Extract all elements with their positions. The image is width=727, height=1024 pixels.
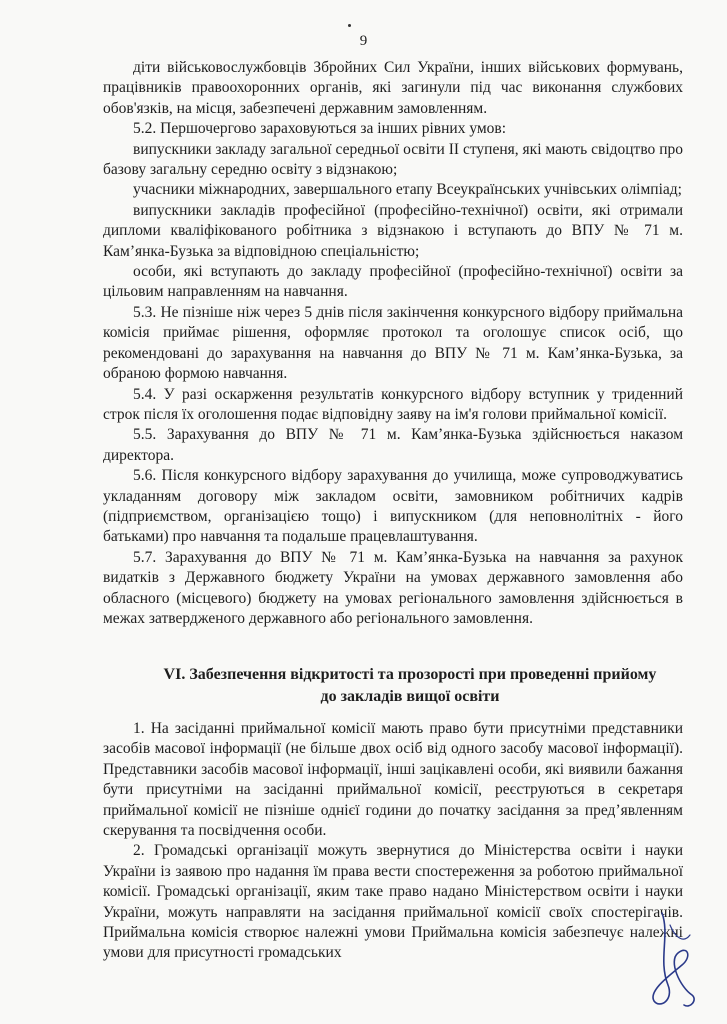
paragraph-5-6: 5.6. Після конкурсного відбору зарахування до училища, може супроводжуватись укладанням договору між закладом освіти, замовником робітничих кадрів (підприємством, організацією тощо) і випускником (для неповнолітніх - його батьками) про навчання та подальше працевлаштування. (103, 467, 683, 546)
paragraph-military-children: діти військовослужбовців Збройних Сил України, інших військових формувань, працівників правоохоронних органів, які загинули під час виконання службових обов'язків, на місця, забезпечені державним замовленням. (103, 59, 683, 117)
paragraph-olympiad-participants: учасники міжнародних, завершального етапу Всеукраїнських учнівських олімпіад; (133, 181, 682, 199)
paragraph-5-3: 5.3. Не пізніше ніж через 5 днів після закінчення конкурсного відбору приймальна комісія приймає рішення, оформляє протокол та оголошує список осіб, що рекомендовані до зарахування на навчання до ВПУ № 71 м. Кам’янка-Бузька, за обраною формою навчання. (103, 303, 683, 383)
handwritten-signature (640, 905, 710, 1015)
paragraph-5-7: 5.7. Зарахування до ВПУ № 71 м. Кам’янка-Бузька на навчання за рахунок видатків з Державного бюджету України на умовах державного замовлення або обласного (місцевого) бюджету на умовах регіонального замовлення здійснюється в межах затвердженого державного або регіонального замовлення. (103, 548, 683, 627)
paragraph-graduates-vocational: випускники закладів професійної (професійно-технічної) освіти, які отримали дипломи кваліфікованого робітника з відзнакою і вступають до ВПУ № 71 м. Кам’янка-Бузька за відповідною спеціальністю; (103, 201, 683, 260)
page-number: 9 (359, 33, 368, 49)
paragraph-6-1: 1. На засіданні приймальної комісії мають право бути присутніми представники засобів масової інформації (не більше двох осіб від одного засобу масової інформації). Представники засобів масової інформації, інші зацікавлені особи, які виявили бажання бути присутніми на засіданні приймальної комісії, реєструються в секретаря приймальної комісії не пізніше однієї години до початку засідання за пред’явленням скерування та посвідчення особи. (103, 720, 683, 840)
section-heading-line-1: VI. Забезпечення відкритості та прозорості при проведенні прийому (163, 666, 657, 683)
paragraph-targeted-direction: особи, які вступають до закладу професійної (професійно-технічної) освіти за цільовим направленням на навчання. (103, 263, 683, 301)
paragraph-graduates-general: випускники закладу загальної середньої освіти ІІ ступеня, які мають свідоцтво про базову загальну середню освіту з відзнакою; (103, 140, 683, 179)
section-6-text (103, 719, 683, 964)
paragraph-6-2: 2. Громадські організації можуть звернутися до Міністерства освіти і науки України із заявою про надання їм права вести спостереження за роботою приймальної комісії. Громадські організації, яким таке право надано Міністерством освіти і науки України, можуть направляти на засідання приймальної комісії своїх спостерігачів. Приймальна комісія створює належні умови Приймальна комісія забезпечує належні умови для присутності громадських (103, 842, 683, 962)
paragraph-5-5: 5.5. Зарахування до ВПУ № 71 м. Кам’янка-Бузька здійснюється наказом директора. (103, 426, 683, 464)
scan-speck (348, 24, 351, 27)
paragraph-5-4: 5.4. У разі оскарження результатів конкурсного відбору вступник у триденний строк після їх оголошення подає відповідну заяву на ім'я голови приймальної комісії. (103, 385, 683, 423)
section-6-heading (120, 664, 700, 708)
paragraph-5-2: 5.2. Першочергово зараховуються за інших рівних умов: (133, 120, 507, 138)
section-5-text (103, 58, 683, 629)
section-heading-line-2: до закладів вищої освіти (320, 688, 500, 705)
